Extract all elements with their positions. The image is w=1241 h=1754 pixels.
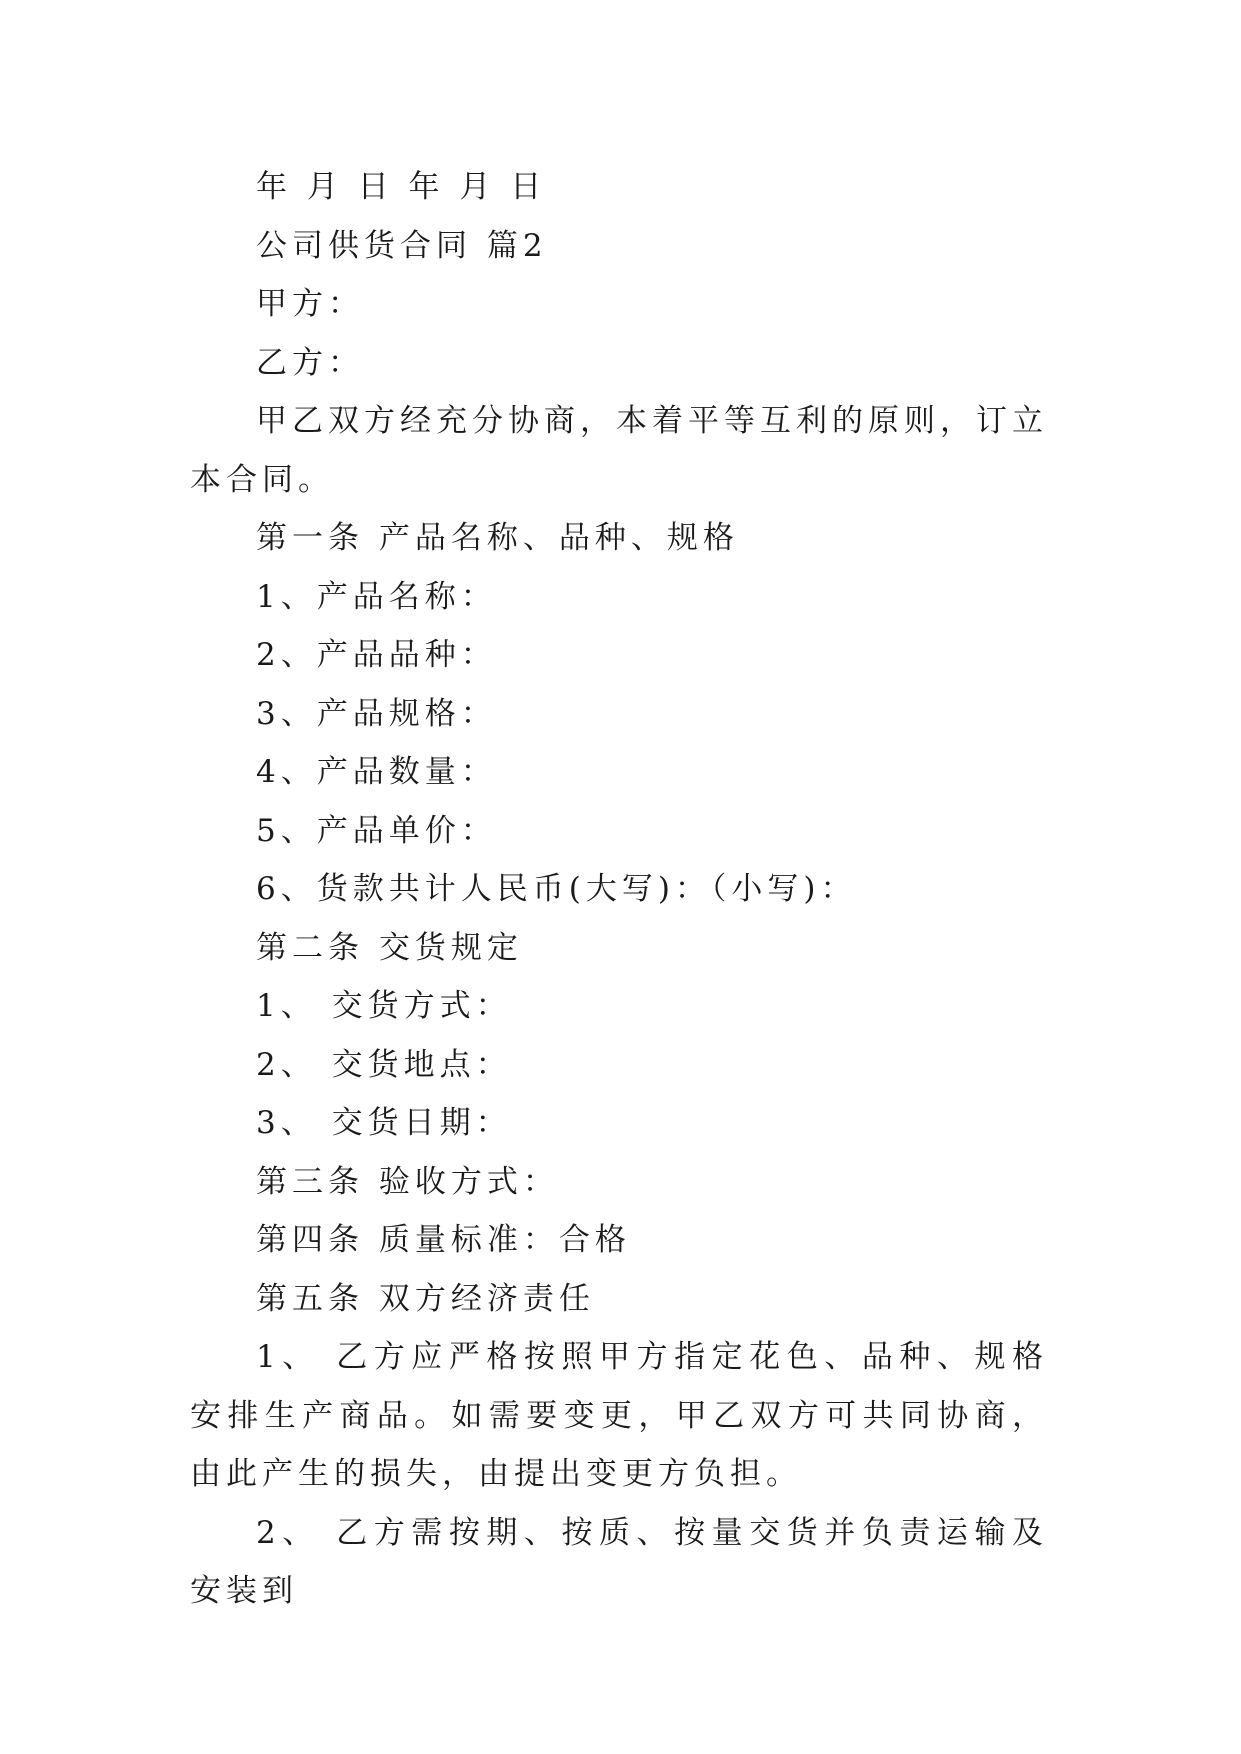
article-1-item-6: 6、货款共计人民币(大写)：（小写)： — [256, 871, 857, 907]
article-1-heading: 第一条 产品名称、品种、规格 — [256, 520, 739, 556]
article-5-item-1: 1、 乙方应严格按照甲方指定花色、品种、规格安排生产商品。如需要变更，甲乙双方可共同协商，由此产生的损失，由提出变更方负担。 — [190, 1339, 1048, 1492]
party-b-line: 乙方： — [256, 344, 364, 381]
article-2-heading: 第二条 交货规定 — [256, 929, 523, 966]
article-1-item-1: 1、产品名称： — [256, 578, 497, 615]
document-body — [190, 158, 1048, 1621]
article-3-heading: 第三条 验收方式： — [256, 1163, 559, 1200]
article-1-item-3: 3、产品规格： — [256, 695, 497, 732]
preamble-paragraph: 甲乙双方经充分协商，本着平等互利的原则，订立本合同。 — [190, 403, 1048, 498]
article-1-item-2: 2、产品品种： — [256, 637, 497, 673]
article-5-item-2: 2、 乙方需按期、按质、按量交货并负责运输及安装到 — [190, 1514, 1048, 1609]
signature-date-line: 年 月 日 年 月 日 — [256, 169, 547, 205]
article-5-heading: 第五条 双方经济责任 — [256, 1280, 595, 1317]
party-a-line: 甲方： — [256, 286, 364, 322]
contract-title: 公司供货合同 篇2 — [256, 227, 548, 264]
article-2-item-3: 3、 交货日期： — [256, 1105, 512, 1141]
article-2-item-1: 1、 交货方式： — [256, 988, 512, 1024]
article-1-item-5: 5、产品单价： — [256, 812, 497, 849]
article-1-item-4: 4、产品数量： — [256, 754, 497, 790]
article-2-item-2: 2、 交货地点： — [256, 1046, 512, 1083]
article-4-heading: 第四条 质量标准：合格 — [256, 1222, 631, 1258]
